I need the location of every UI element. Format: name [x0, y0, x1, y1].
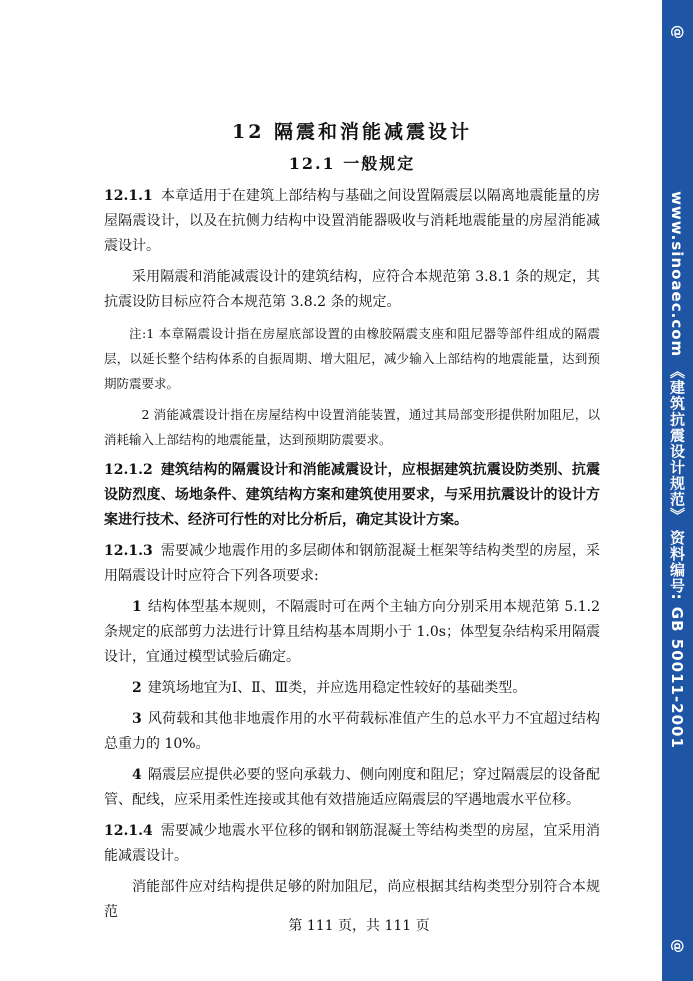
item-number: 2: [132, 680, 142, 696]
item-number: 1: [132, 599, 142, 615]
item-text: 结构体型基本规则，不隔震时可在两个主轴方向分别采用本规范第 5.1.2 条规定的底部剪力法进行计算且结构基本周期小于 1.0s；体型复杂结构采用隔震设计，宜通过模型试验后确定。: [104, 599, 600, 665]
chapter-title: 12 隔震和消能减震设计: [231, 121, 473, 143]
clause-12-1-2: [104, 458, 600, 533]
clause-12-1-1: [104, 184, 600, 259]
list-item: [104, 707, 600, 757]
note-2: 2 消能减震设计指在房屋结构中设置消能装置，通过其局部变形提供附加阻尼，以消耗输入上部结构的地震能量，达到预期防震要求。: [104, 407, 600, 447]
list-item: [104, 763, 600, 813]
clause-number: 12.1.4: [104, 823, 153, 839]
clause-12-1-4: [104, 819, 600, 869]
clause-12-1-1-paragraph-2: 采用隔震和消能减震设计的建筑结构，应符合本规范第 3.8.1 条的规定，其抗震设防目标应符合本规范第 3.8.2 条的规定。: [104, 269, 600, 310]
clause-12-1-4-paragraph-2: 消能部件应对结构提供足够的附加阻尼，尚应根据其结构类型分别符合本规范: [104, 879, 600, 920]
clause-text: 需要减少地震作用的多层砌体和钢筋混凝土框架等结构类型的房屋，采用隔震设计时应符合下列各项要求:: [104, 543, 600, 584]
page-footer: 第 111 页，共 111 页: [288, 918, 430, 934]
document-body: [104, 118, 600, 931]
section-title: 12.1 一般规定: [288, 154, 416, 173]
side-watermark-text-wrap: [662, 191, 693, 749]
item-number: 4: [132, 767, 142, 783]
clause-text: 需要减少地震水平位移的钢和钢筋混凝土等结构类型的房屋，宜采用消能减震设计。: [104, 823, 600, 864]
clause-number: 12.1.3: [104, 543, 153, 559]
clause-number: 12.1.1: [104, 188, 153, 204]
at-sign-mark-top: @: [669, 25, 686, 39]
list-item: [104, 676, 600, 701]
clause-12-1-3: [104, 539, 600, 589]
clause-text: 本章适用于在建筑上部结构与基础之间设置隔震层以隔离地震能量的房屋隔震设计，以及在抗侧力结构中设置消能器吸收与消耗地震能量的房屋消能减震设计。: [104, 188, 600, 254]
side-watermark-text: www.sinoaec.com 《建筑抗震设计规范》 资料编号: GB 50011-2001: [668, 191, 686, 749]
clause-number: 12.1.2: [104, 462, 153, 478]
item-number: 3: [132, 711, 142, 727]
clause-text: 建筑结构的隔震设计和消能减震设计，应根据建筑抗震设防类别、抗震设防烈度、场地条件、建筑结构方案和建筑使用要求，与采用抗震设计的设计方案进行技术、经济可行性的对比分析后，确定其设计方案。: [104, 462, 600, 528]
note-1: 注:1 本章隔震设计指在房屋底部设置的由橡胶隔震支座和阻尼器等部件组成的隔震层，以延长整个结构体系的自振周期、增大阻尼，减少输入上部结构的地震能量，达到预期防震要求。: [104, 326, 600, 391]
item-text: 风荷载和其他非地震作用的水平荷载标准值产生的总水平力不宜超过结构总重力的 10%。: [104, 711, 600, 752]
item-text: 建筑场地宜为Ⅰ、Ⅱ、Ⅲ类，并应选用稳定性较好的基础类型。: [147, 680, 527, 696]
at-sign-mark-bottom: @: [669, 939, 686, 953]
item-text: 隔震层应提供必要的竖向承载力、侧向刚度和阻尼；穿过隔震层的设备配管、配线，应采用柔性连接或其他有效措施适应隔震层的罕遇地震水平位移。: [104, 767, 600, 808]
side-watermark-strip: [662, 0, 693, 981]
list-item: [104, 595, 600, 670]
